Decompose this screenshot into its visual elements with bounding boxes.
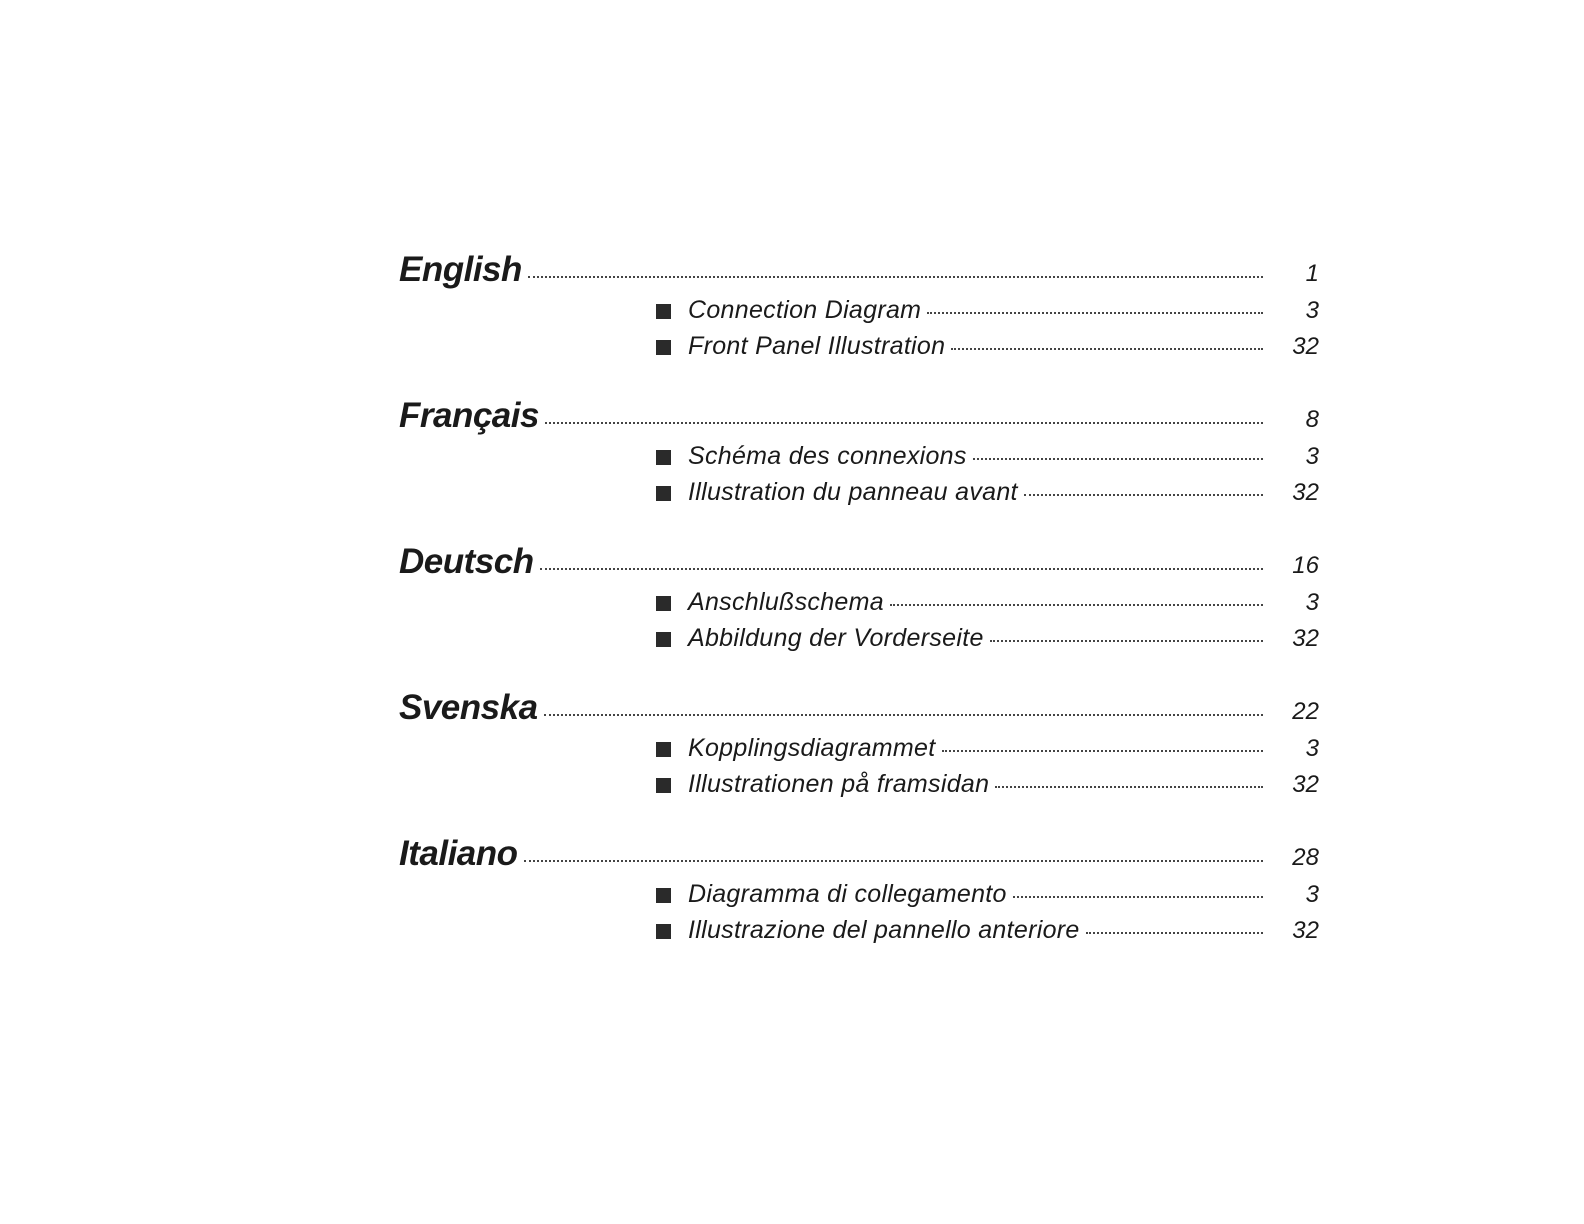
dot-leader: [528, 276, 1263, 278]
page-number: 3: [1305, 881, 1319, 908]
dot-leader: [540, 568, 1263, 570]
entry-label: Illustrationen på framsidan: [688, 770, 990, 798]
toc-entry: [656, 734, 1319, 770]
toc-language-row: [399, 542, 1319, 588]
entry-label: Schéma des connexions: [688, 442, 967, 470]
language-heading: Italiano: [399, 834, 518, 873]
page-number: 28: [1292, 844, 1319, 871]
toc-section-francais: [399, 396, 1319, 514]
dot-leader: [990, 640, 1263, 642]
page-number: 32: [1292, 333, 1319, 360]
entry-label: Anschlußschema: [688, 588, 884, 616]
dot-leader: [544, 714, 1263, 716]
page-number: 3: [1305, 297, 1319, 324]
square-bullet-icon: [656, 450, 671, 465]
page-number: 32: [1292, 625, 1319, 652]
toc-sub-list: [656, 442, 1319, 514]
entry-label: Kopplingsdiagrammet: [688, 734, 936, 762]
dot-leader: [524, 860, 1263, 862]
square-bullet-icon: [656, 742, 671, 757]
entry-label: Illustration du panneau avant: [688, 478, 1018, 506]
toc-language-row: [399, 396, 1319, 442]
toc-section-italiano: [399, 834, 1319, 952]
toc-entry: [656, 880, 1319, 916]
square-bullet-icon: [656, 596, 671, 611]
toc-entry: [656, 478, 1319, 514]
page-number: 32: [1292, 771, 1319, 798]
entry-label: Illustrazione del pannello anteriore: [688, 916, 1080, 944]
toc-entry: [656, 916, 1319, 952]
page-number: 32: [1292, 479, 1319, 506]
page-number: 8: [1305, 406, 1319, 433]
toc-language-row: [399, 834, 1319, 880]
dot-leader: [1024, 494, 1263, 496]
page-number: 3: [1305, 443, 1319, 470]
entry-label: Front Panel Illustration: [688, 332, 946, 360]
language-heading: Deutsch: [399, 542, 534, 581]
toc-language-row: [399, 688, 1319, 734]
square-bullet-icon: [656, 304, 671, 319]
toc-entry: [656, 770, 1319, 806]
dot-leader: [1013, 896, 1263, 898]
toc-section-english: [399, 250, 1319, 368]
dot-leader: [545, 422, 1263, 424]
square-bullet-icon: [656, 632, 671, 647]
toc-entry: [656, 624, 1319, 660]
dot-leader: [890, 604, 1263, 606]
toc-entry: [656, 442, 1319, 478]
toc-section-deutsch: [399, 542, 1319, 660]
toc-sub-list: [656, 734, 1319, 806]
page-number: 1: [1305, 260, 1319, 287]
toc-entry: [656, 332, 1319, 368]
page-number: 16: [1292, 552, 1319, 579]
square-bullet-icon: [656, 924, 671, 939]
dot-leader: [951, 348, 1263, 350]
toc-section-svenska: [399, 688, 1319, 806]
dot-leader: [927, 312, 1263, 314]
square-bullet-icon: [656, 486, 671, 501]
square-bullet-icon: [656, 340, 671, 355]
dot-leader: [1086, 932, 1263, 934]
table-of-contents: [399, 250, 1319, 980]
toc-entry: [656, 296, 1319, 332]
toc-sub-list: [656, 880, 1319, 952]
language-heading: Svenska: [399, 688, 538, 727]
dot-leader: [995, 786, 1263, 788]
toc-sub-list: [656, 588, 1319, 660]
page-number: 32: [1292, 917, 1319, 944]
toc-language-row: [399, 250, 1319, 296]
entry-label: Abbildung der Vorderseite: [688, 624, 984, 652]
page-number: 3: [1305, 589, 1319, 616]
dot-leader: [973, 458, 1263, 460]
page-number: 3: [1305, 735, 1319, 762]
language-heading: English: [399, 250, 522, 289]
entry-label: Diagramma di collegamento: [688, 880, 1007, 908]
entry-label: Connection Diagram: [688, 296, 922, 324]
page-number: 22: [1292, 698, 1319, 725]
toc-entry: [656, 588, 1319, 624]
dot-leader: [942, 750, 1264, 752]
square-bullet-icon: [656, 778, 671, 793]
square-bullet-icon: [656, 888, 671, 903]
toc-sub-list: [656, 296, 1319, 368]
language-heading: Français: [399, 396, 539, 435]
